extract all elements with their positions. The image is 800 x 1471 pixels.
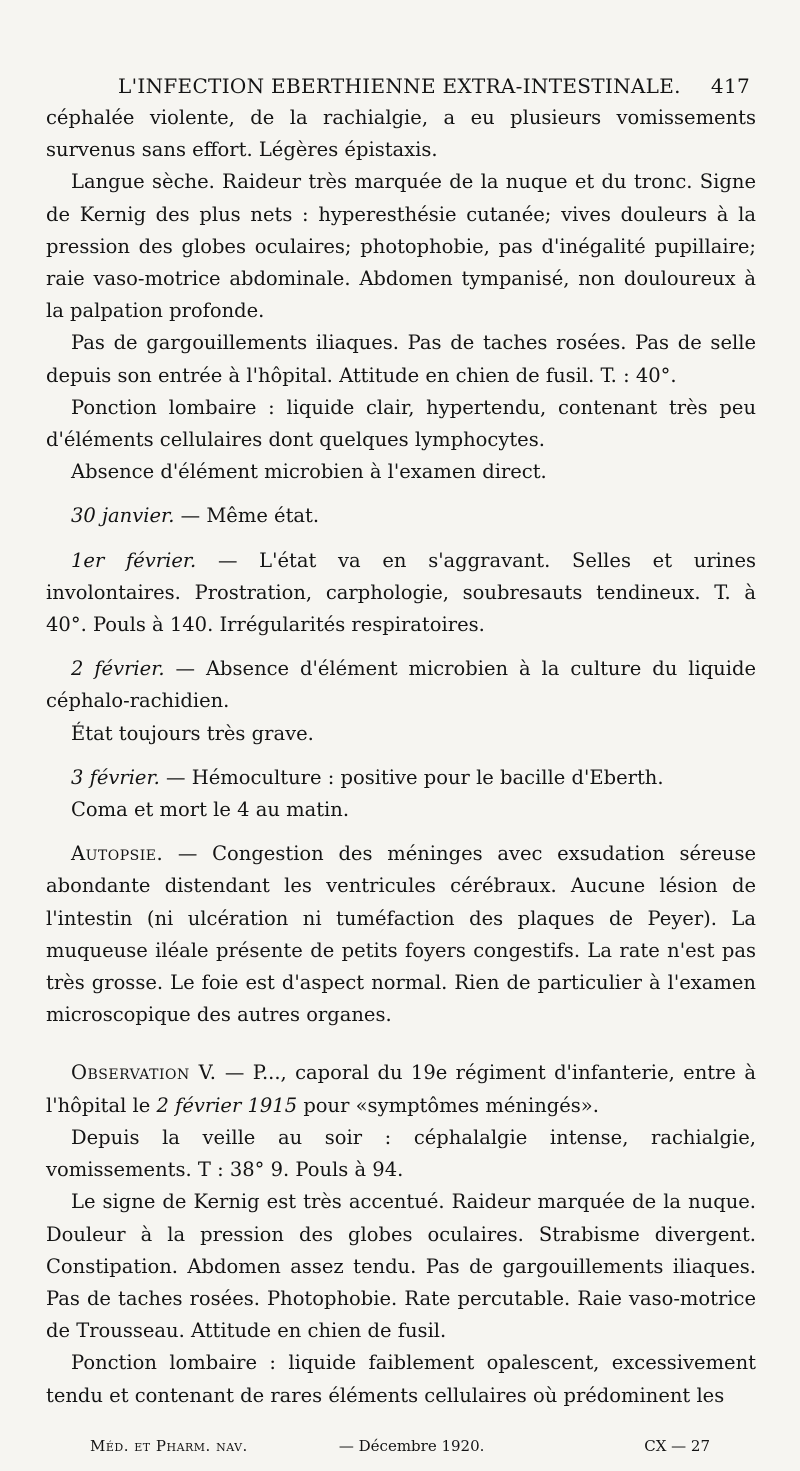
paragraph: Coma et mort le 4 au matin. bbox=[71, 798, 350, 822]
page-number: 417 bbox=[710, 74, 750, 98]
observation-intro: — P..., caporal du 19e régiment d'infanterie, entre à l'hôpital le bbox=[46, 1061, 756, 1117]
observation-date: 2 février 1915 bbox=[156, 1093, 298, 1117]
autopsy-text: — Congestion des méninges avec exsudation séreuse abondante distendant les ventricules cérébraux. Aucune lésion de l'intestin (ni ulcération ni tuméfaction des plaques de Peyer). La muqueuse iléale présente de petits foyers congestifs. La rate n'est pas très grosse. Le foie est d'aspect normal. Rien de particulier à l'examen microscopique des autres organes. bbox=[46, 842, 756, 1027]
entry-date: 1er février. bbox=[71, 548, 197, 572]
entry-date: 3 février. bbox=[71, 765, 160, 789]
entry-text: — Même état. bbox=[174, 504, 320, 528]
entry-text: — Absence d'élément microbien à la culture du liquide céphalo-rachidien. bbox=[46, 657, 756, 713]
paragraph: Depuis la veille au soir : céphalalgie intense, rachialgie, vomissements. T : 38° 9. Pouls à 94. bbox=[46, 1125, 756, 1182]
paragraph: Langue sèche. Raideur très marquée de la nuque et du tronc. Signe de Kernig des plus nets : hyperesthésie cutanée; vives douleurs à la pression des globes oculaires; photophobie, pas d'inégalité pupillaire; raie vaso-motrice abdominale. Abdomen tympanisé, non douloureux à la palpation profonde. bbox=[46, 170, 756, 323]
entry-text: — Hémoculture : positive pour le bacille d'Eberth. bbox=[159, 765, 664, 789]
running-header bbox=[46, 62, 756, 102]
paragraph: Le signe de Kernig est très accentué. Raideur marquée de la nuque. Douleur à la pression des globes oculaires. Strabisme divergent. Constipation. Abdomen assez tendu. Pas de gargouillements iliaques. Pas de taches rosées. Photophobie. Rate percutable. Raie vaso-motrice de Trousseau. Attitude en chien de fusil. bbox=[46, 1190, 756, 1343]
dated-entry bbox=[46, 653, 756, 717]
paragraph: céphalée violente, de la rachialgie, a eu plusieurs vomissements survenus sans effort. Légères épistaxis. bbox=[46, 106, 756, 162]
observation-label: Observation V. bbox=[71, 1061, 217, 1085]
entry-date: 2 février. bbox=[71, 657, 165, 681]
footer-journal: Méd. et Pharm. nav. bbox=[90, 1437, 248, 1455]
autopsy-label: Autopsie. bbox=[71, 842, 164, 866]
entry-date: 30 janvier. bbox=[71, 504, 175, 528]
observation-heading-paragraph bbox=[46, 1057, 756, 1121]
dated-entry bbox=[46, 545, 756, 642]
paragraph: Pas de gargouillements iliaques. Pas de taches rosées. Pas de selle depuis son entrée à l'hôpital. Attitude en chien de fusil. T. : 40°. bbox=[46, 331, 756, 387]
autopsy-paragraph bbox=[46, 838, 756, 1031]
footer-date: — Décembre 1920. bbox=[338, 1437, 485, 1455]
entry-text: — L'état va en s'aggravant. Selles et urines involontaires. Prostration, carphologie, soubresauts tendineux. T. à 40°. Pouls à 140. Irrégularités respiratoires. bbox=[46, 548, 756, 637]
paragraph: Absence d'élément microbien à l'examen direct. bbox=[71, 460, 547, 484]
dated-entry bbox=[46, 762, 756, 794]
paragraph: Ponction lombaire : liquide clair, hypertendu, contenant très peu d'éléments cellulaires dont quelques lymphocytes. bbox=[46, 395, 756, 452]
paragraph: Ponction lombaire : liquide faiblement opalescent, excessivement tendu et contenant de rares éléments cellulaires où prédominent les bbox=[46, 1351, 756, 1407]
dated-entry bbox=[46, 500, 756, 532]
paragraph: État toujours très grave. bbox=[71, 721, 314, 745]
running-title: L'INFECTION EBERTHIENNE EXTRA-INTESTINALE. bbox=[118, 74, 681, 98]
observation-intro-end: pour «symptômes méningés». bbox=[297, 1093, 599, 1117]
page-body bbox=[46, 102, 756, 1412]
footer-signature: CX — 27 bbox=[644, 1437, 710, 1455]
